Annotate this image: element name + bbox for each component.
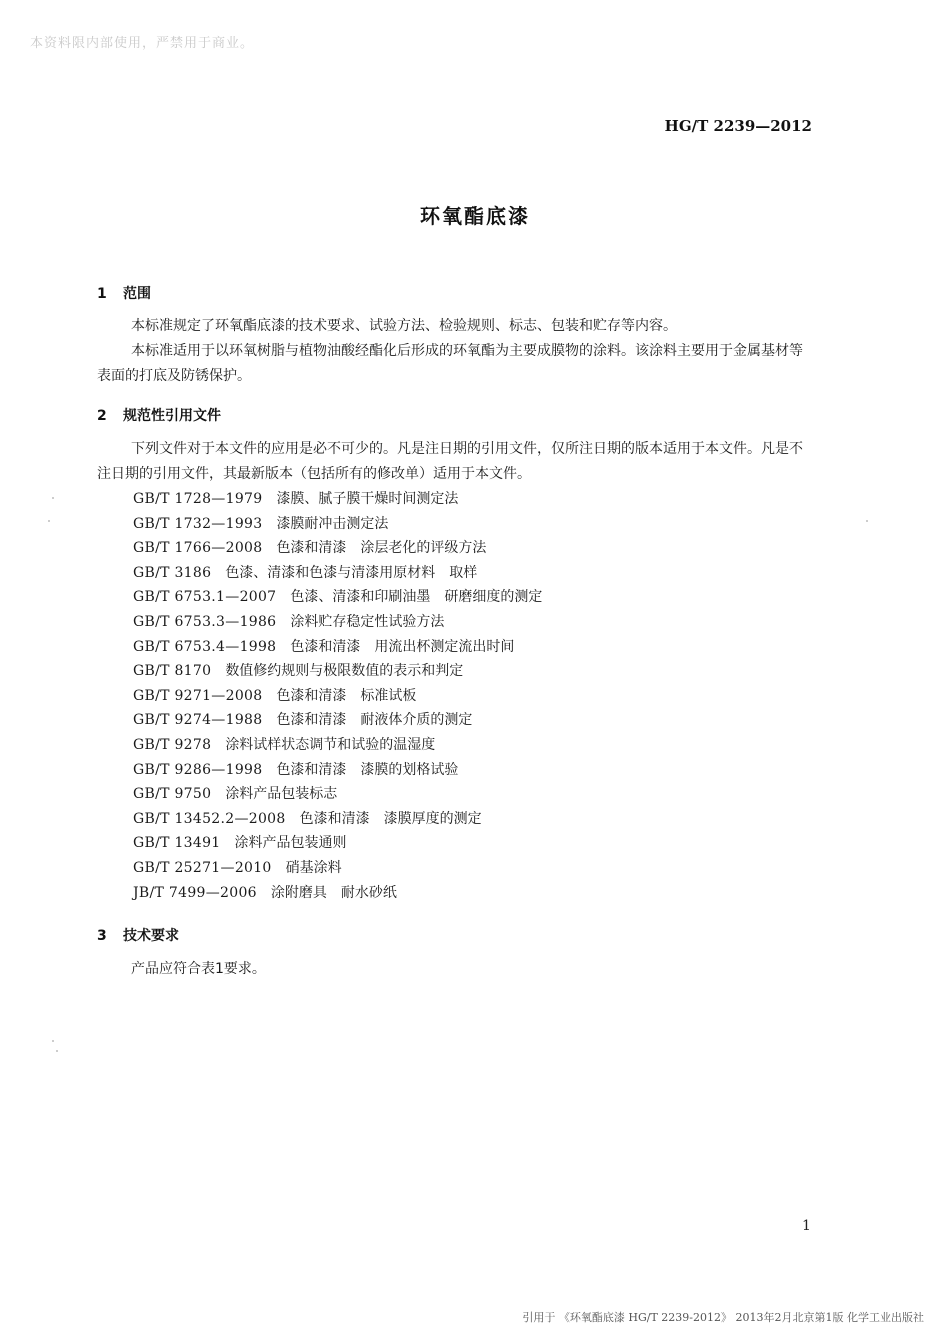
scan-speck bbox=[48, 520, 50, 522]
reference-title: 涂料产品包装通则 bbox=[234, 835, 347, 852]
reference-code: GB/T 13491 bbox=[133, 835, 221, 852]
citation-footer: 引用于 《环氧酯底漆 HG/T 2239-2012》 2013年2月北京第1版 化学工业出版社 bbox=[522, 1311, 924, 1324]
reference-item bbox=[133, 487, 542, 512]
reference-code: GB/T 9278 bbox=[133, 736, 212, 753]
watermark-text: 本资料限内部使用，严禁用于商业。 bbox=[30, 36, 255, 51]
reference-title: 色漆和清漆 漆膜的划格试验 bbox=[276, 761, 459, 778]
reference-code: GB/T 9750 bbox=[133, 786, 212, 803]
standard-code: HG/T 2239—2012 bbox=[664, 117, 812, 135]
section-heading-scope bbox=[97, 283, 151, 303]
reference-item bbox=[133, 659, 542, 684]
reference-item bbox=[133, 512, 542, 537]
reference-item bbox=[133, 561, 542, 586]
reference-code: JB/T 7499—2006 bbox=[133, 884, 257, 901]
reference-code: GB/T 1766—2008 bbox=[133, 540, 263, 557]
scan-speck bbox=[52, 1040, 54, 1042]
scan-speck bbox=[52, 497, 54, 499]
reference-code: GB/T 6753.3—1986 bbox=[133, 613, 277, 630]
reference-list bbox=[133, 487, 542, 905]
document-title: 环氧酯底漆 bbox=[420, 204, 530, 228]
reference-title: 涂料产品包装标志 bbox=[225, 786, 338, 803]
reference-item bbox=[133, 536, 542, 561]
reference-item bbox=[133, 782, 542, 807]
reference-item bbox=[133, 758, 542, 783]
section-number: 3 bbox=[97, 928, 107, 944]
section-heading-technical-requirements bbox=[97, 925, 179, 945]
reference-title: 漆膜耐冲击测定法 bbox=[276, 515, 389, 532]
reference-item bbox=[133, 881, 542, 906]
reference-title: 色漆和清漆 漆膜厚度的测定 bbox=[299, 810, 482, 827]
reference-code: GB/T 9271—2008 bbox=[133, 687, 263, 704]
reference-code: GB/T 6753.4—1998 bbox=[133, 638, 277, 655]
reference-title: 色漆和清漆 涂层老化的评级方法 bbox=[276, 540, 487, 557]
reference-title: 色漆和清漆 耐液体介质的测定 bbox=[276, 712, 473, 729]
reference-title: 色漆、清漆和印刷油墨 研磨细度的测定 bbox=[290, 589, 543, 606]
page-number: 1 bbox=[802, 1218, 811, 1234]
section-title: 范围 bbox=[123, 286, 151, 302]
reference-item bbox=[133, 733, 542, 758]
scope-paragraph-2: 本标准适用于以环氧树脂与植物油酸经酯化后形成的环氧酯为主要成膜物的涂料。该涂料主要用于金属基材等表面的打底及防锈保护。 bbox=[97, 343, 803, 384]
reference-code: GB/T 13452.2—2008 bbox=[133, 810, 286, 827]
reference-code: GB/T 8170 bbox=[133, 663, 212, 680]
reference-item bbox=[133, 684, 542, 709]
reference-item bbox=[133, 635, 542, 660]
reference-code: GB/T 6753.1—2007 bbox=[133, 589, 277, 606]
reference-title: 色漆和清漆 用流出杯测定流出时间 bbox=[290, 638, 515, 655]
section-title: 规范性引用文件 bbox=[123, 408, 221, 424]
reference-title: 涂料试样状态调节和试验的温湿度 bbox=[225, 736, 436, 753]
reference-code: GB/T 1728—1979 bbox=[133, 491, 263, 507]
reference-title: 涂附磨具 耐水砂纸 bbox=[270, 884, 397, 901]
reference-title: 色漆、清漆和色漆与清漆用原材料 取样 bbox=[225, 564, 478, 581]
reference-item bbox=[133, 831, 542, 856]
section-title: 技术要求 bbox=[123, 928, 179, 944]
reference-title: 涂料贮存稳定性试验方法 bbox=[290, 613, 445, 630]
reference-code: GB/T 9274—1988 bbox=[133, 712, 263, 729]
reference-title: 数值修约规则与极限数值的表示和判定 bbox=[225, 663, 464, 680]
reference-title: 漆膜、腻子膜干燥时间测定法 bbox=[276, 491, 459, 507]
scope-paragraph-1: 本标准规定了环氧酯底漆的技术要求、试验方法、检验规则、标志、包装和贮存等内容。 bbox=[131, 318, 677, 334]
scan-speck bbox=[56, 1050, 58, 1052]
reference-code: GB/T 3186 bbox=[133, 564, 212, 581]
reference-code: GB/T 1732—1993 bbox=[133, 515, 263, 532]
reference-title: 色漆和清漆 标准试板 bbox=[276, 687, 417, 704]
requirements-paragraph: 产品应符合表1要求。 bbox=[131, 961, 266, 977]
reference-item bbox=[133, 585, 542, 610]
reference-item bbox=[133, 610, 542, 635]
reference-code: GB/T 9286—1998 bbox=[133, 761, 263, 778]
reference-item bbox=[133, 708, 542, 733]
section-number: 1 bbox=[97, 286, 107, 302]
reference-item bbox=[133, 856, 542, 881]
reference-code: GB/T 25271—2010 bbox=[133, 859, 272, 876]
scan-speck bbox=[866, 520, 868, 522]
reference-title: 硝基涂料 bbox=[285, 859, 342, 876]
reference-item bbox=[133, 807, 542, 832]
section-heading-normative-references bbox=[97, 405, 221, 425]
section-number: 2 bbox=[97, 408, 107, 424]
references-intro-paragraph: 下列文件对于本文件的应用是必不可少的。凡是注日期的引用文件，仅所注日期的版本适用于本文件。凡是不注日期的引用文件，其最新版本（包括所有的修改单）适用于本文件。 bbox=[97, 441, 803, 482]
